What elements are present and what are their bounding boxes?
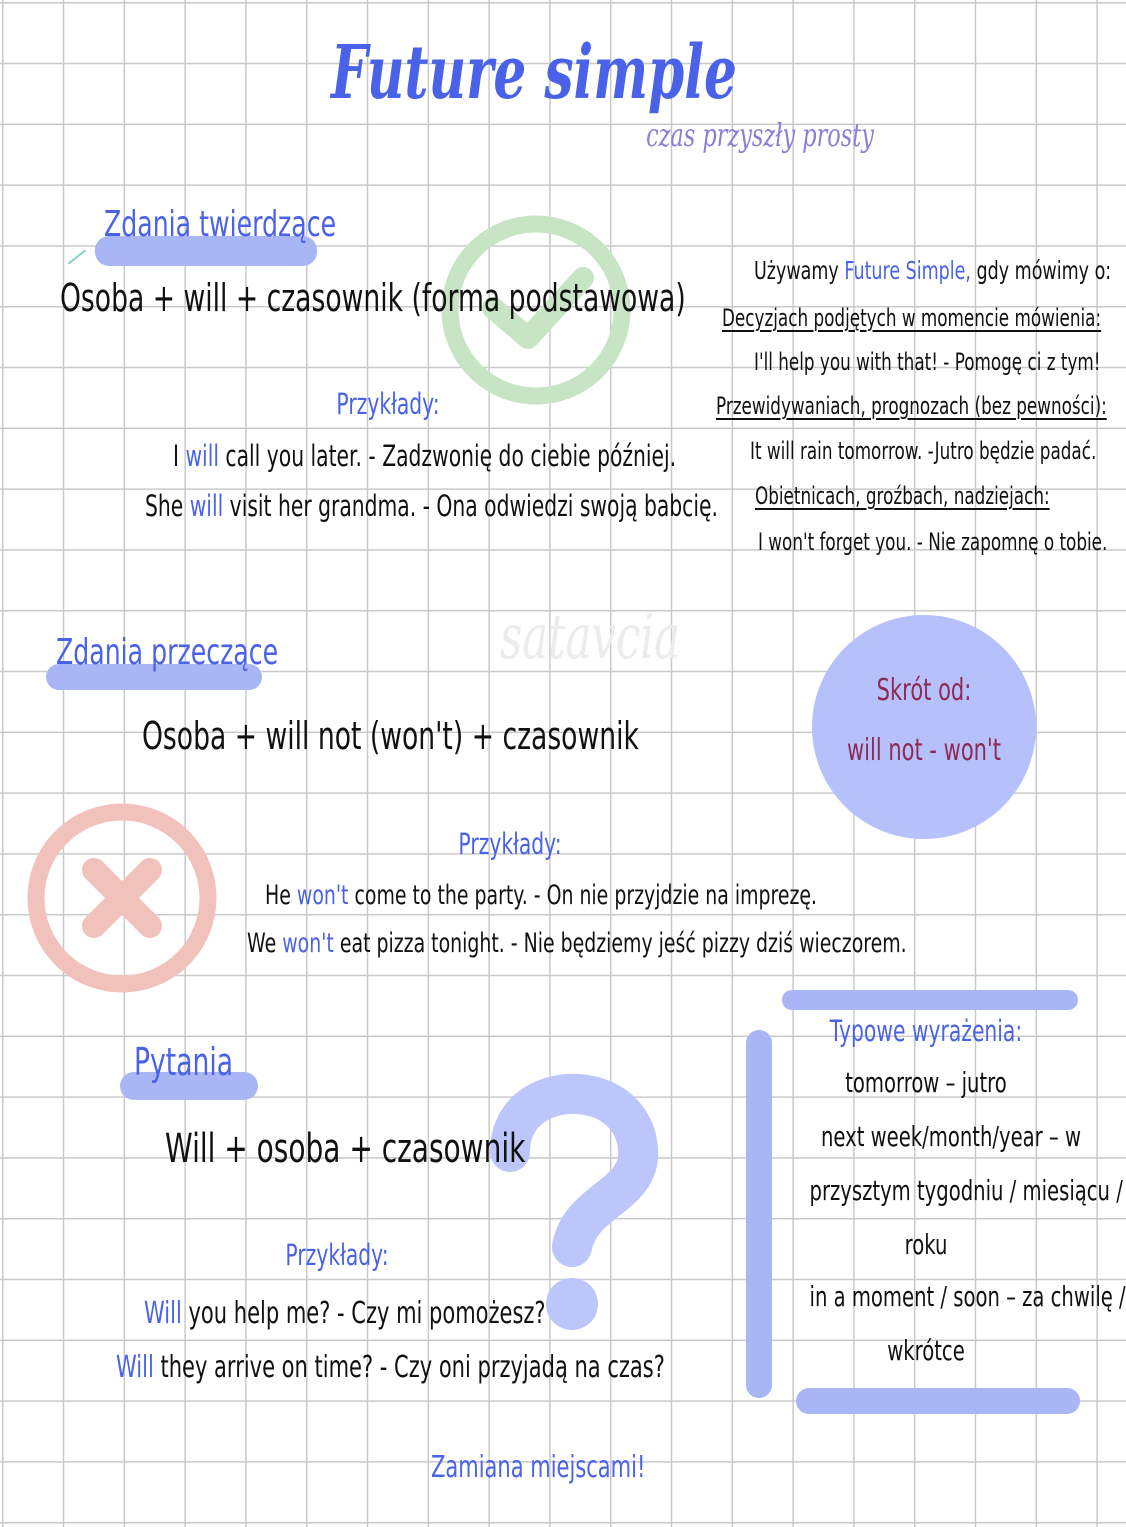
usage-intro: Używamy Future Simple, gdy mówimy o: xyxy=(754,256,1112,285)
example-line: I will call you later. - Zadzwonię do ciebie później. xyxy=(173,439,677,473)
affirmative-examples-label: Przykłady: xyxy=(336,387,440,421)
shortcut-value: will not - won't xyxy=(846,733,1002,768)
box-top-bar xyxy=(782,990,1078,1010)
box-left-bar xyxy=(746,1030,772,1398)
usage-example: I'll help you with that! - Pomogę ci z tym! xyxy=(754,348,1101,376)
expression-line: in a moment / soon – za chwilę / xyxy=(809,1280,1126,1313)
expression-line: wkrótce xyxy=(887,1334,965,1367)
usage-heading: Obietnicach, groźbach, nadziejach: xyxy=(755,482,1050,510)
page-subtitle: czas przyszły prosty xyxy=(646,116,874,154)
usage-example: I won't forget you. - Nie zapomnę o tobie. xyxy=(758,528,1108,556)
questions-heading: Pytania xyxy=(134,1040,234,1084)
decor-stroke xyxy=(68,249,87,264)
example-line: Will they arrive on time? - Czy oni przyjadą na czas? xyxy=(116,1350,665,1385)
negative-examples-label: Przykłady: xyxy=(458,827,562,861)
example-line: Will you help me? - Czy mi pomożesz? xyxy=(144,1296,546,1331)
shortcut-label: Skrót od: xyxy=(876,673,972,708)
page-title: Future simple xyxy=(331,30,737,116)
shortcut-circle xyxy=(812,615,1036,839)
example-line: She will visit her grandma. - Ona odwiedzi swoją babcię. xyxy=(145,489,718,523)
affirmative-formula: Osoba + will + czasownik (forma podstawowa) xyxy=(60,276,686,320)
questions-examples-label: Przykłady: xyxy=(285,1238,389,1272)
example-line: We won't eat pizza tonight. - Nie będziemy jeść pizzy dziś wieczorem. xyxy=(247,928,907,959)
expression-line: next week/month/year – w xyxy=(821,1120,1081,1153)
expression-line: roku xyxy=(904,1228,948,1261)
negative-heading: Zdania przeczące xyxy=(56,632,279,673)
expression-line: tomorrow – jutro xyxy=(845,1066,1007,1099)
watermark: satavcia xyxy=(499,600,681,673)
affirmative-heading: Zdania twierdzące xyxy=(104,204,337,245)
negative-formula: Osoba + will not (won't) + czasownik xyxy=(142,714,639,758)
usage-heading: Przewidywaniach, prognozach (bez pewności): xyxy=(716,392,1107,420)
box-bottom-bar xyxy=(796,1388,1080,1414)
example-line: He won't come to the party. - On nie przyjdzie na imprezę. xyxy=(265,880,818,911)
questions-note: Zamiana miejscami! xyxy=(431,1450,646,1485)
cross-circle-icon xyxy=(22,796,227,1001)
usage-heading: Decyzjach podjętych w momencie mówienia: xyxy=(722,304,1102,332)
questions-formula: Will + osoba + czasownik xyxy=(165,1126,526,1172)
usage-example: It will rain tomorrow. -Jutro będzie padać. xyxy=(750,437,1097,465)
expression-line: przysztym tygodniu / miesiącu / xyxy=(809,1174,1123,1207)
expressions-heading: Typowe wyrażenia: xyxy=(829,1014,1023,1048)
